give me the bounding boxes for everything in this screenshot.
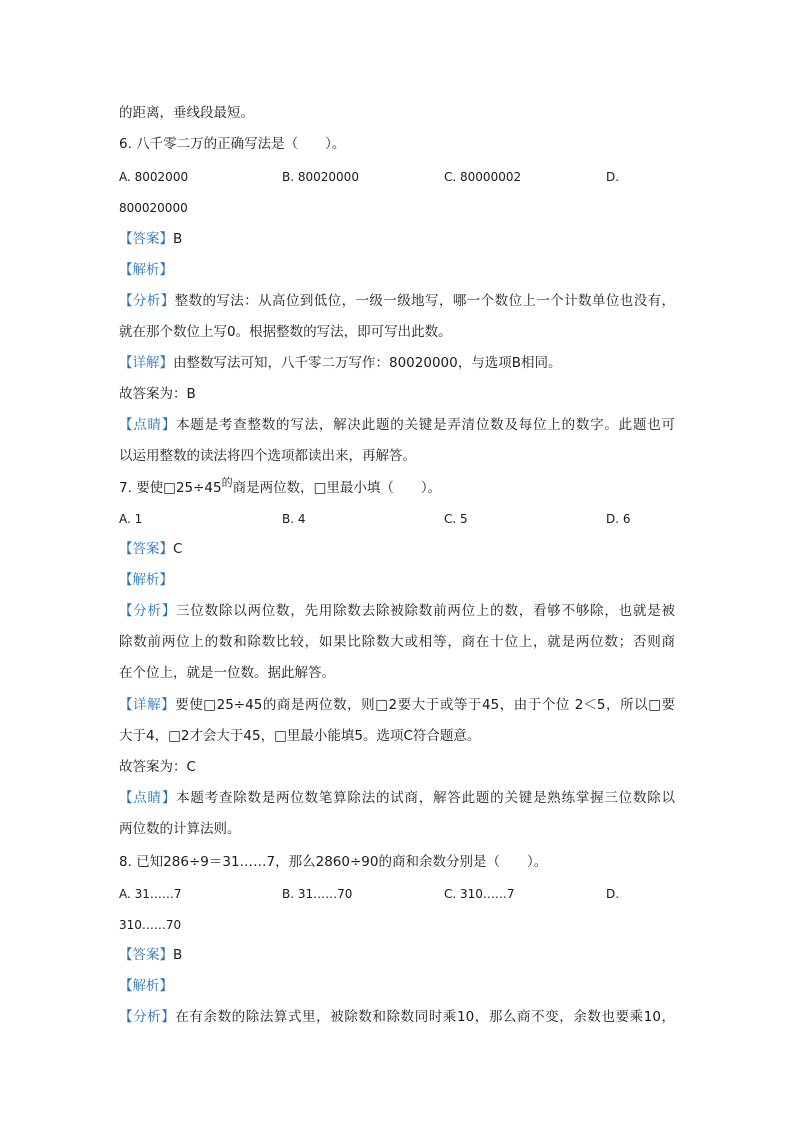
q8-jiexi-tag: 【解析】 (119, 978, 173, 994)
q7-conclusion: 故答案为：C (119, 759, 196, 775)
q7-detail-line-1: 【详解】要使□25÷45的商是两位数，则□2要大于或等于45，由于个位 2＜5，所以□要 (119, 697, 675, 713)
answer-value: B (173, 231, 183, 247)
q6-option-d: D. (606, 170, 620, 184)
q6-analysis-line-1: 【分析】整数的写法：从高位到低位，一级一级地写，哪一个数位上一个计数单位也没有， (119, 293, 676, 309)
q6-remark-line-1: 【点睛】本题是考查整数的写法，解决此题的关键是弄清位数及每位上的数字。此题也可 (119, 417, 676, 433)
q8-option-d: D. (606, 887, 620, 901)
q6-conclusion: 故答案为：B (119, 386, 196, 402)
answer-value: B (173, 947, 183, 963)
q7-analysis-line-2: 除数前两位上的数和除数比较，如果比除数大或相等，商在十位上，就是两位数；否则商 (119, 634, 675, 650)
q7-answer (119, 539, 679, 559)
q6-detail-line-1: 【详解】由整数写法可知，八千零二万写作：80020000，与选项B相同。 (119, 355, 562, 371)
answer-value: C (173, 541, 183, 557)
q8-option-c: C. 310……7 (444, 887, 515, 901)
q6-answer (119, 229, 679, 249)
fenxi-tag: 【分析】 (119, 1009, 176, 1025)
q7-jiexi-tag: 【解析】 (119, 572, 173, 588)
question-number: 7. (119, 480, 132, 496)
q7-option-b: B. 4 (282, 512, 306, 526)
answer-tag: 【答案】 (119, 947, 173, 963)
question-8-stem: 8. 已知286÷9＝31……7，那么2860÷90的商和余数分别是（ ）。 (119, 854, 548, 870)
q6-option-c: C. 80000002 (444, 170, 522, 184)
xiangjie-tag: 【详解】 (119, 697, 176, 713)
q7-detail-line-2: 大于4，□2才会大于45，□里最小能填5。选项C符合题意。 (119, 728, 481, 744)
q8-analysis-line-1: 【分析】在有余数的除法算式里，被除数和除数同时乘10，那么商不变，余数也要乘10， (119, 1009, 676, 1025)
question-7-stem: 7. 要使$□25\div 45^的$商是两位数，□里最小填（ ）。 (119, 476, 442, 496)
question-6-stem (119, 134, 679, 154)
question-number: 6. (119, 136, 132, 152)
q6-jiexi-tag: 【解析】 (119, 262, 173, 278)
q7-remark-line-2: 两位数的计算法则。 (119, 821, 241, 837)
q7-remark-line-1: 【点睛】本题考查除数是两位数笔算除法的试商，解答此题的关键是熟练掌握三位数除以 (119, 790, 676, 806)
q8-option-d-value: 310……70 (119, 918, 182, 932)
fenxi-tag: 【分析】 (119, 293, 175, 309)
q6-option-b: B. 80020000 (282, 170, 359, 184)
q6-analysis-line-2: 就在那个数位上写0。根据整数的写法，即可写出此数。 (119, 324, 452, 340)
fenxi-tag: 【分析】 (119, 603, 177, 619)
q7-analysis-line-3: 在个位上，就是一位数。据此解答。 (119, 665, 335, 681)
q8-option-a: A. 31……7 (119, 887, 182, 901)
xiangjie-tag: 【详解】 (119, 355, 173, 371)
q7-option-c: C. 5 (444, 512, 468, 526)
q8-answer (119, 945, 679, 965)
q6-option-a: A. 8002000 (119, 170, 189, 184)
q8-option-b: B. 31……70 (282, 887, 353, 901)
answer-tag: 【答案】 (119, 231, 173, 247)
dianjing-tag: 【点睛】 (119, 790, 177, 806)
dianjing-tag: 【点睛】 (119, 417, 177, 433)
q7-analysis-line-1: 【分析】三位数除以两位数，先用除数去除被除数前两位上的数，看够不够除，也就是被 (119, 603, 676, 619)
previous-question-tail: 的距离，垂线段最短。 (119, 105, 254, 121)
q7-option-a: A. 1 (119, 512, 143, 526)
answer-tag: 【答案】 (119, 541, 173, 557)
q6-remark-line-2: 以运用整数的读法将四个选项都读出来，再解答。 (119, 448, 416, 464)
question-text: 八千零二万的正确写法是（ ）。 (136, 136, 346, 152)
question-number: 8. (119, 854, 132, 870)
q7-option-d: D. 6 (606, 512, 631, 526)
q6-option-d-value: 800020000 (119, 201, 188, 215)
